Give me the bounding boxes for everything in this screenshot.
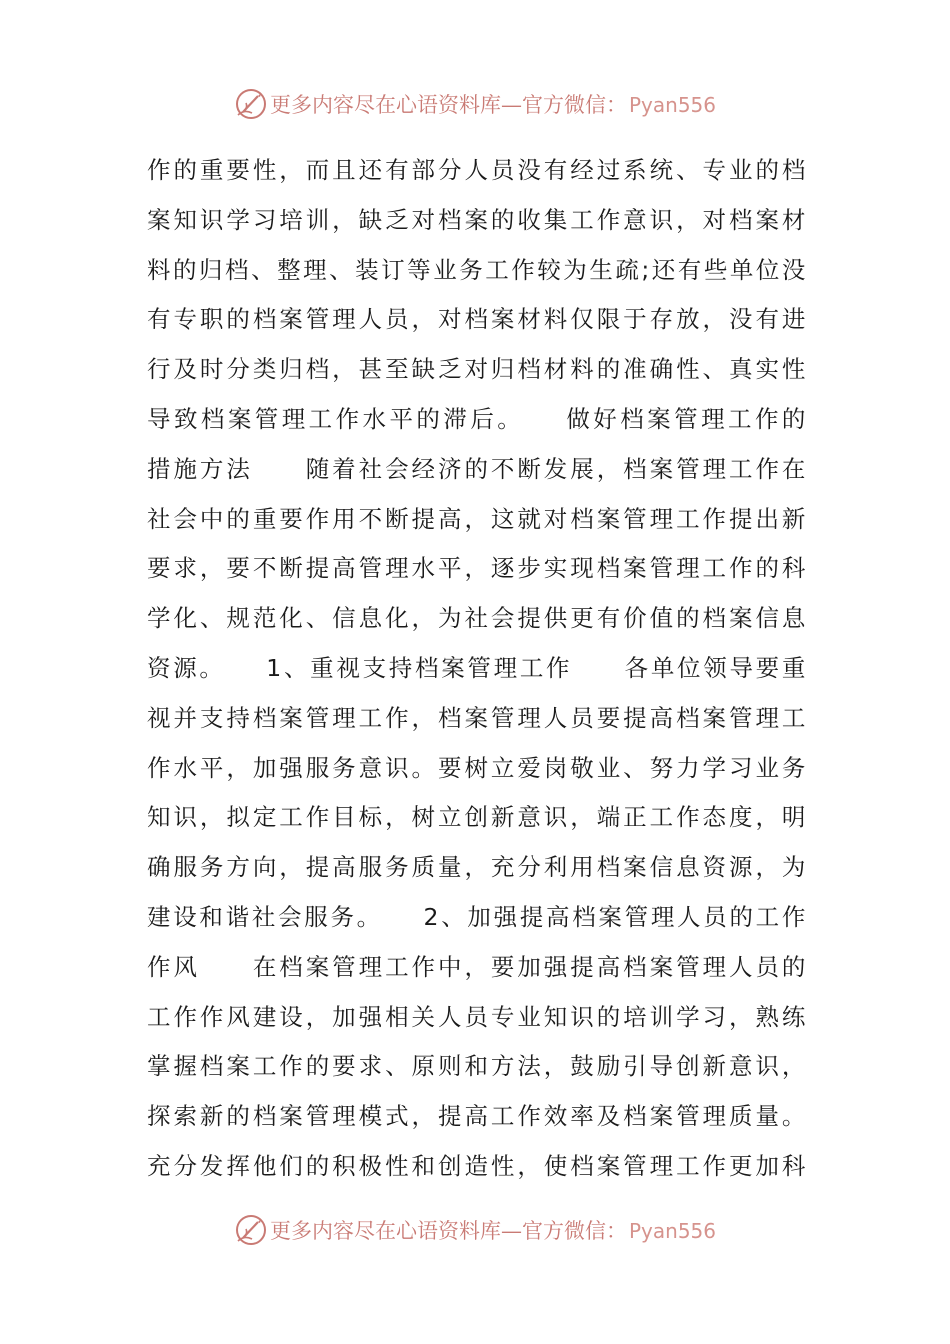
watermark-text [270, 89, 716, 119]
text-line: 要求，要不断提高管理水平，逐步实现档案管理工作的科 [147, 554, 807, 583]
watermark-wechat-id: Pyan556 [628, 93, 716, 117]
text-line: 知识，拟定工作目标，树立创新意识，端正工作态度，明 [147, 803, 807, 832]
text-line: 作水平，加强服务意识。要树立爱岗敬业、努力学习业务 [147, 753, 807, 782]
text-line: 视并支持档案管理工作，档案管理人员要提高档案管理工 [147, 703, 807, 732]
text-line: 工作作风建设，加强相关人员专业知识的培训学习，熟练 [147, 1002, 807, 1031]
text-line: 有专职的档案管理人员，对档案材料仅限于存放，没有进 [147, 305, 807, 334]
watermark-text [270, 1215, 716, 1245]
text-line: 资源。 1、重视支持档案管理工作 各单位领导要重 [147, 653, 807, 682]
header-watermark [0, 84, 950, 124]
text-line: 掌握档案工作的要求、原则和方法，鼓励引导创新意识， [147, 1052, 807, 1081]
text-line: 确服务方向，提高服务质量，充分利用档案信息资源，为 [147, 853, 807, 882]
text-line: 料的归档、整理、装订等业务工作较为生疏;还有些单位没 [147, 255, 807, 284]
text-line: 案知识学习培训，缺乏对档案的收集工作意识，对档案材 [147, 205, 807, 234]
text-line: 行及时分类归档，甚至缺乏对归档材料的准确性、真实性 [147, 355, 807, 384]
document-body [147, 146, 807, 1192]
text-line: 导致档案管理工作水平的滞后。 做好档案管理工作的 [147, 404, 807, 433]
text-line: 充分发挥他们的积极性和创造性，使档案管理工作更加科 [147, 1151, 807, 1180]
text-line: 社会中的重要作用不断提高，这就对档案管理工作提出新 [147, 504, 807, 533]
quill-logo-icon [234, 1213, 268, 1247]
watermark-label: 更多内容尽在心语资料库—官方微信： [269, 93, 627, 117]
footer-watermark [0, 1210, 950, 1250]
text-line: 探索新的档案管理模式，提高工作效率及档案管理质量。 [147, 1102, 807, 1131]
watermark-wechat-id: Pyan556 [628, 1219, 716, 1243]
quill-logo-icon [234, 87, 268, 121]
text-line: 作的重要性，而且还有部分人员没有经过系统、专业的档 [147, 156, 807, 184]
watermark-label: 更多内容尽在心语资料库—官方微信： [269, 1219, 627, 1243]
text-line: 学化、规范化、信息化，为社会提供更有价值的档案信息 [147, 604, 807, 633]
text-line: 作风 在档案管理工作中，要加强提高档案管理人员的 [147, 952, 807, 981]
text-line: 建设和谐社会服务。 2、加强提高档案管理人员的工作 [147, 902, 807, 931]
text-line: 措施方法 随着社会经济的不断发展，档案管理工作在 [147, 454, 807, 483]
